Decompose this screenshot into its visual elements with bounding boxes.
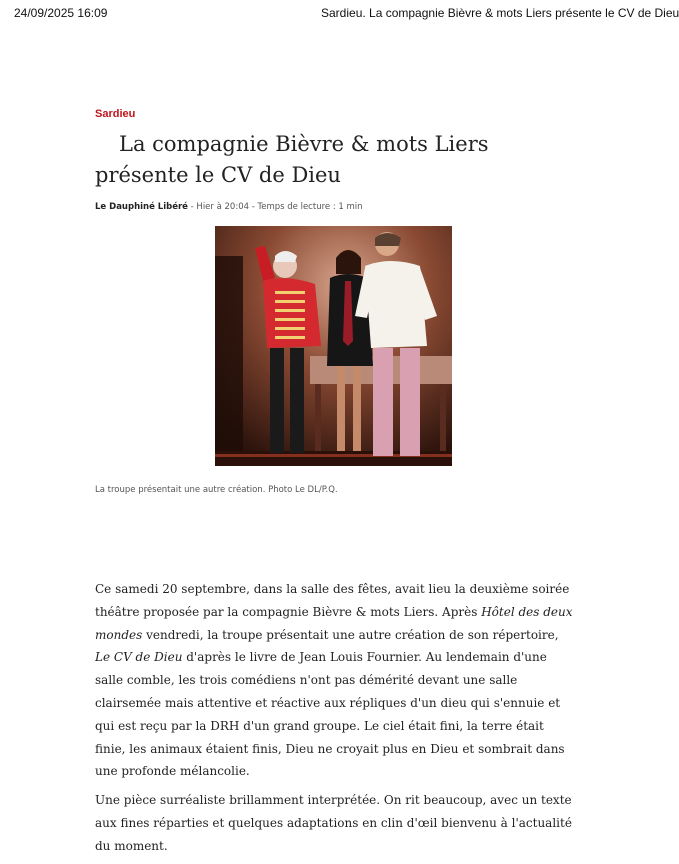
paragraph-text: vendredi, la troupe présentait une autre création de son répertoire, bbox=[142, 627, 559, 642]
stage-photo-illustration bbox=[215, 226, 452, 466]
print-date: 24/09/2025 16:09 bbox=[14, 6, 108, 20]
show-title-italic: Le CV de Dieu bbox=[95, 650, 183, 665]
article-body bbox=[95, 578, 575, 864]
byline-source: Le Dauphiné Libéré bbox=[95, 202, 188, 212]
byline-meta: - Hier à 20:04 - Temps de lecture : 1 min bbox=[187, 202, 363, 212]
article-photo bbox=[215, 226, 452, 466]
paragraph bbox=[95, 578, 575, 783]
paragraph: Une pièce surréaliste brillamment interprétée. On rit beaucoup, avec un texte aux fines réparties et quelques adaptations en clin d'œil bienvenu à l'actualité du moment. bbox=[95, 793, 572, 853]
paragraph-text: d'après le livre de Jean Louis Fournier. Au lendemain d'une salle comble, les trois comédiens n'ont pas démérité devant une salle clairsemée mais attentive et réactive aux répliques d'un dieu qui s'ennuie et qui est reçu par la DRH d'un grand groupe. Le ciel était fini, la terre était finie, les animaux étaient finis, Dieu ne croyait plus en Dieu et sombrait dans une profonde mélancolie. bbox=[95, 650, 565, 779]
byline bbox=[95, 202, 363, 212]
show-title-italic: Hôtel des deux mondes bbox=[95, 604, 573, 642]
article-headline bbox=[95, 129, 555, 191]
headline-text: La compagnie Bièvre & mots Liers présente le CV de Dieu bbox=[95, 132, 489, 187]
print-header bbox=[0, 0, 679, 22]
section-label[interactable]: Sardieu bbox=[95, 108, 136, 120]
print-page-title: Sardieu. La compagnie Bièvre & mots Liers présente le CV de Dieu bbox=[321, 6, 679, 20]
photo-caption: La troupe présentait une autre création. Photo Le DL/P.Q. bbox=[95, 485, 338, 495]
paragraph-text: Ce samedi 20 septembre, dans la salle des fêtes, avait lieu la deuxième soirée théâtre proposée par la compagnie Bièvre & mots Liers. Après bbox=[95, 582, 570, 619]
